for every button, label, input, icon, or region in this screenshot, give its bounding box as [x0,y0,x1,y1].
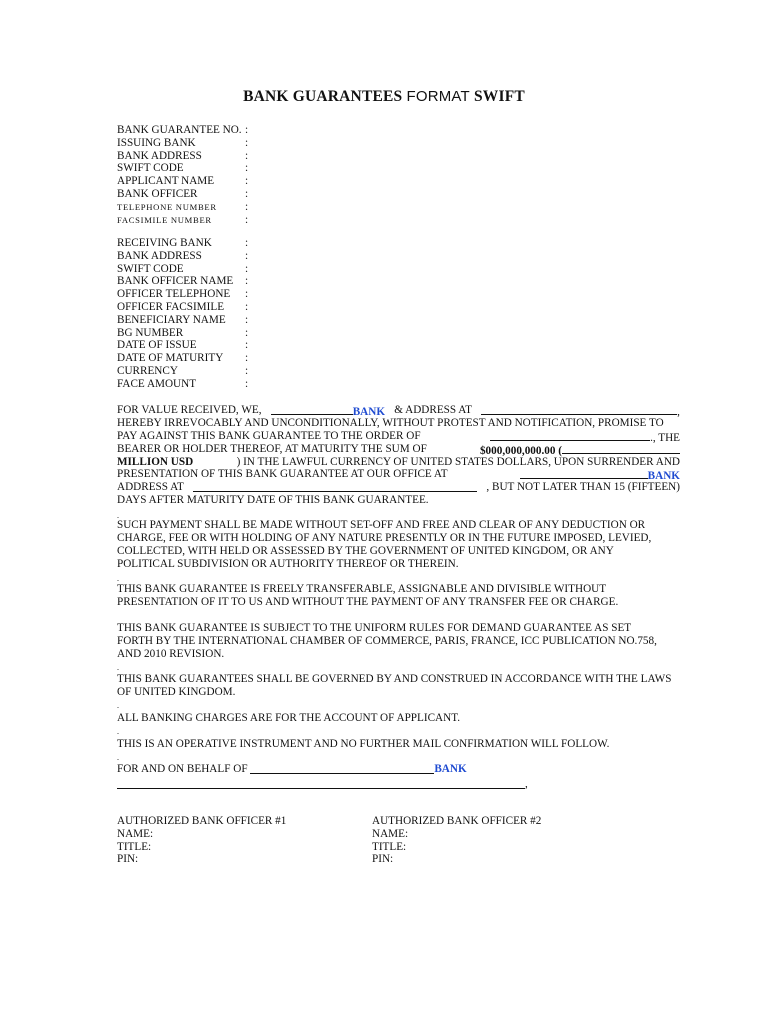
officer-1-name: NAME: [117,827,154,840]
field-colon: : [245,136,249,149]
text-segment: POLITICAL SUBDIVISION OR AUTHORITY THEREOF OR THEREIN. [117,557,459,570]
field-colon: : [245,339,249,352]
text-segment: SUCH PAYMENT SHALL BE MADE WITHOUT SET-OFF AND FREE AND CLEAR OF ANY DEDUCTION OR [117,519,646,531]
field-row [117,214,255,227]
text-segment: , BUT NOT LATER THAN 15 (FIFTEEN) [486,481,680,494]
field-label: SWIFT CODE [117,262,184,275]
million-usd: MILLION USD [117,455,194,468]
bank-label: BANK [647,470,680,483]
text-segment: BEARER OR HOLDER THEREOF, AT MATURITY THE SUM OF [117,442,427,455]
paragraph-line [117,622,680,635]
comma: , [677,406,680,418]
field-row [117,314,255,327]
field-label: SWIFT CODE [117,162,184,175]
on-behalf-line [117,763,680,776]
field-label: BG NUMBER [117,326,184,339]
amount-words-blank [562,443,680,454]
paragraph-line [117,456,680,469]
field-row [117,378,255,391]
text-segment: OF UNITED KINGDOM. [117,685,236,698]
bank-label: BANK [434,763,467,775]
field-label: OFFICER TELEPHONE [117,288,231,301]
office-bank-blank [520,468,648,479]
paragraph-line [117,443,680,456]
paragraph-line [117,686,680,699]
field-row [117,175,255,188]
field-row [117,250,255,263]
text-segment: THIS BANK GUARANTEE IS SUBJECT TO THE UNIFORM RULES FOR DEMAND GUARANTEE AS SET [117,622,632,634]
paragraph-line [117,738,680,751]
field-label: BANK OFFICER NAME [117,275,234,288]
paragraph-line [117,481,680,494]
text-segment: PAY AGAINST THIS BANK GUARANTEE TO THE ORDER OF [117,429,421,442]
field-colon: : [245,364,249,377]
amount: $000,000,000.00 ( [479,444,562,457]
paragraph-line [117,763,680,776]
field-colon: : [245,275,249,288]
document-title [0,88,768,106]
bank-label: BANK [352,406,386,418]
text-segment: PRESENTATION OF THIS BANK GUARANTEE AT OUR OFFICE AT [117,468,448,481]
field-row [117,365,255,378]
text-segment: & ADDRESS AT [394,404,472,416]
order-of-blank [490,430,650,441]
field-label: BENEFICIARY NAME [117,313,226,326]
officer-2-title: TITLE: [372,840,407,853]
separator-dot: . [117,727,119,736]
field-row [117,137,255,150]
field-label: CURRENCY [117,364,178,377]
paragraph-line [117,532,680,545]
value-received-paragraph [117,404,680,507]
title-part-bank-guarantees: BANK GUARANTEES [243,88,407,105]
governing-law-paragraph [117,673,680,699]
field-colon: : [245,200,249,213]
bank-name-blank [271,404,353,415]
transferable-paragraph [117,583,680,609]
officer-2-pin: PIN: [372,853,394,866]
field-row [117,201,255,214]
officer-1-pin: PIN: [117,853,139,866]
field-colon: : [245,352,249,365]
field-row [117,150,255,163]
separator-dot: . [117,701,119,710]
paragraph-line [117,417,680,430]
field-label: BANK ADDRESS [117,249,202,262]
officer-2-name: NAME: [372,827,409,840]
issuer-fields [117,124,255,226]
text-segment: PRESENTATION OF IT TO US AND WITHOUT THE PAYMENT OF ANY TRANSFER FEE OR CHARGE. [117,595,619,608]
field-label: APPLICANT NAME [117,175,215,188]
paragraph-line [117,545,680,558]
paragraph-line [117,583,680,596]
text-segment: FOR AND ON BEHALF OF [117,763,248,775]
field-label: TELEPHONE NUMBER [117,201,217,212]
field-colon: : [245,175,249,188]
field-row [117,288,255,301]
field-label: BANK OFFICER [117,187,198,200]
officer-2-block [372,815,541,866]
field-colon: : [245,237,249,249]
field-row [117,124,255,137]
officer-2-heading: AUTHORIZED BANK OFFICER #2 [372,815,542,827]
text-segment: ALL BANKING CHARGES ARE FOR THE ACCOUNT OF APPLICANT. [117,712,461,724]
paragraph-line [117,430,680,443]
text-segment: ADDRESS AT [117,481,184,494]
officer-1-title: TITLE: [117,840,152,853]
text-segment: FORTH BY THE INTERNATIONAL CHAMBER OF COMMERCE, PARIS, FRANCE, ICC PUBLICATION NO.758, [117,634,657,647]
paragraph-line [117,635,680,648]
text-segment: ., THE [650,431,680,444]
field-colon: : [245,124,249,136]
field-row [117,339,255,352]
officer-1-heading: AUTHORIZED BANK OFFICER #1 [117,815,287,827]
separator-dot: . [117,511,119,520]
field-colon: : [245,300,249,313]
office-address-blank [193,481,477,492]
separator-dot: . [117,663,119,672]
title-part-format: FORMAT [406,88,470,105]
paragraph-line [117,673,680,686]
field-row [117,301,255,314]
text-segment: DAYS AFTER MATURITY DATE OF THIS BANK GUARANTEE. [117,494,429,507]
charges-paragraph [117,712,680,725]
field-colon: : [245,326,249,339]
text-segment: THIS BANK GUARANTEES SHALL BE GOVERNED BY AND CONSTRUED IN ACCORDANCE WITH THE LAWS [117,673,672,685]
field-row [117,275,255,288]
field-row [117,162,255,175]
comma: , [525,778,528,790]
paragraph-line [117,712,680,725]
separator-dot: . [117,574,119,583]
field-colon: : [245,213,249,226]
field-colon: : [245,149,249,162]
text-segment: THIS IS AN OPERATIVE INSTRUMENT AND NO FURTHER MAIL CONFIRMATION WILL FOLLOW. [117,738,610,750]
field-label: RECEIVING BANK [117,237,212,249]
field-colon: : [245,313,249,326]
receiver-fields [117,237,255,391]
field-row [117,237,255,250]
text-segment: AND 2010 REVISION. [117,647,225,660]
officer-1-block [117,815,286,866]
payment-paragraph [117,519,680,571]
title-part-swift: SWIFT [469,88,525,105]
field-colon: : [245,187,249,200]
address-blank [481,404,677,415]
paragraph-line [117,648,680,661]
field-label: ISSUING BANK [117,136,196,149]
operative-instrument-paragraph [117,738,680,751]
text-segment: HEREBY IRREVOCABLY AND UNCONDITIONALLY, WITHOUT PROTEST AND NOTIFICATION, PROMISE TO [117,416,664,429]
text-segment: COLLECTED, WITH HELD OR ASSESSED BY THE GOVERNMENT OF UNITED KINGDOM, OR ANY [117,544,614,557]
field-label: FACSIMILE NUMBER [117,214,212,225]
field-row [117,263,255,276]
field-label: OFFICER FACSIMILE [117,300,225,313]
field-colon: : [245,377,249,390]
field-label: DATE OF ISSUE [117,339,197,352]
paragraph-line [117,558,680,571]
icc-rules-paragraph [117,622,680,661]
paragraph-line [117,404,680,417]
field-row [117,327,255,340]
text-segment: CHARGE, FEE OR WITH HOLDING OF ANY NATURE PRESENTLY OR IN THE FUTURE IMPOSED, LEVIED, [117,531,652,544]
behalf-bank-blank [250,763,434,774]
field-colon: : [245,249,249,262]
separator-dot: . [117,753,119,762]
field-label: BANK ADDRESS [117,149,202,162]
field-colon: : [245,288,249,301]
text-segment: ) IN THE LAWFUL CURRENCY OF UNITED STATES DOLLARS, UPON SURRENDER AND [236,455,680,468]
paragraph-line [117,468,680,481]
paragraph-line [117,519,680,532]
field-label: BANK GUARANTEE NO. [117,124,242,136]
field-colon: : [245,162,249,175]
field-row [117,188,255,201]
field-label: DATE OF MATURITY [117,352,224,365]
paragraph-line [117,596,680,609]
field-label: FACE AMOUNT [117,377,197,390]
signature-rule [117,788,525,789]
field-row [117,352,255,365]
text-segment: FOR VALUE RECEIVED, WE, [117,404,262,416]
text-segment: THIS BANK GUARANTEE IS FREELY TRANSFERABLE, ASSIGNABLE AND DIVISIBLE WITHOUT [117,583,607,595]
paragraph-line [117,494,680,507]
field-colon: : [245,262,249,275]
